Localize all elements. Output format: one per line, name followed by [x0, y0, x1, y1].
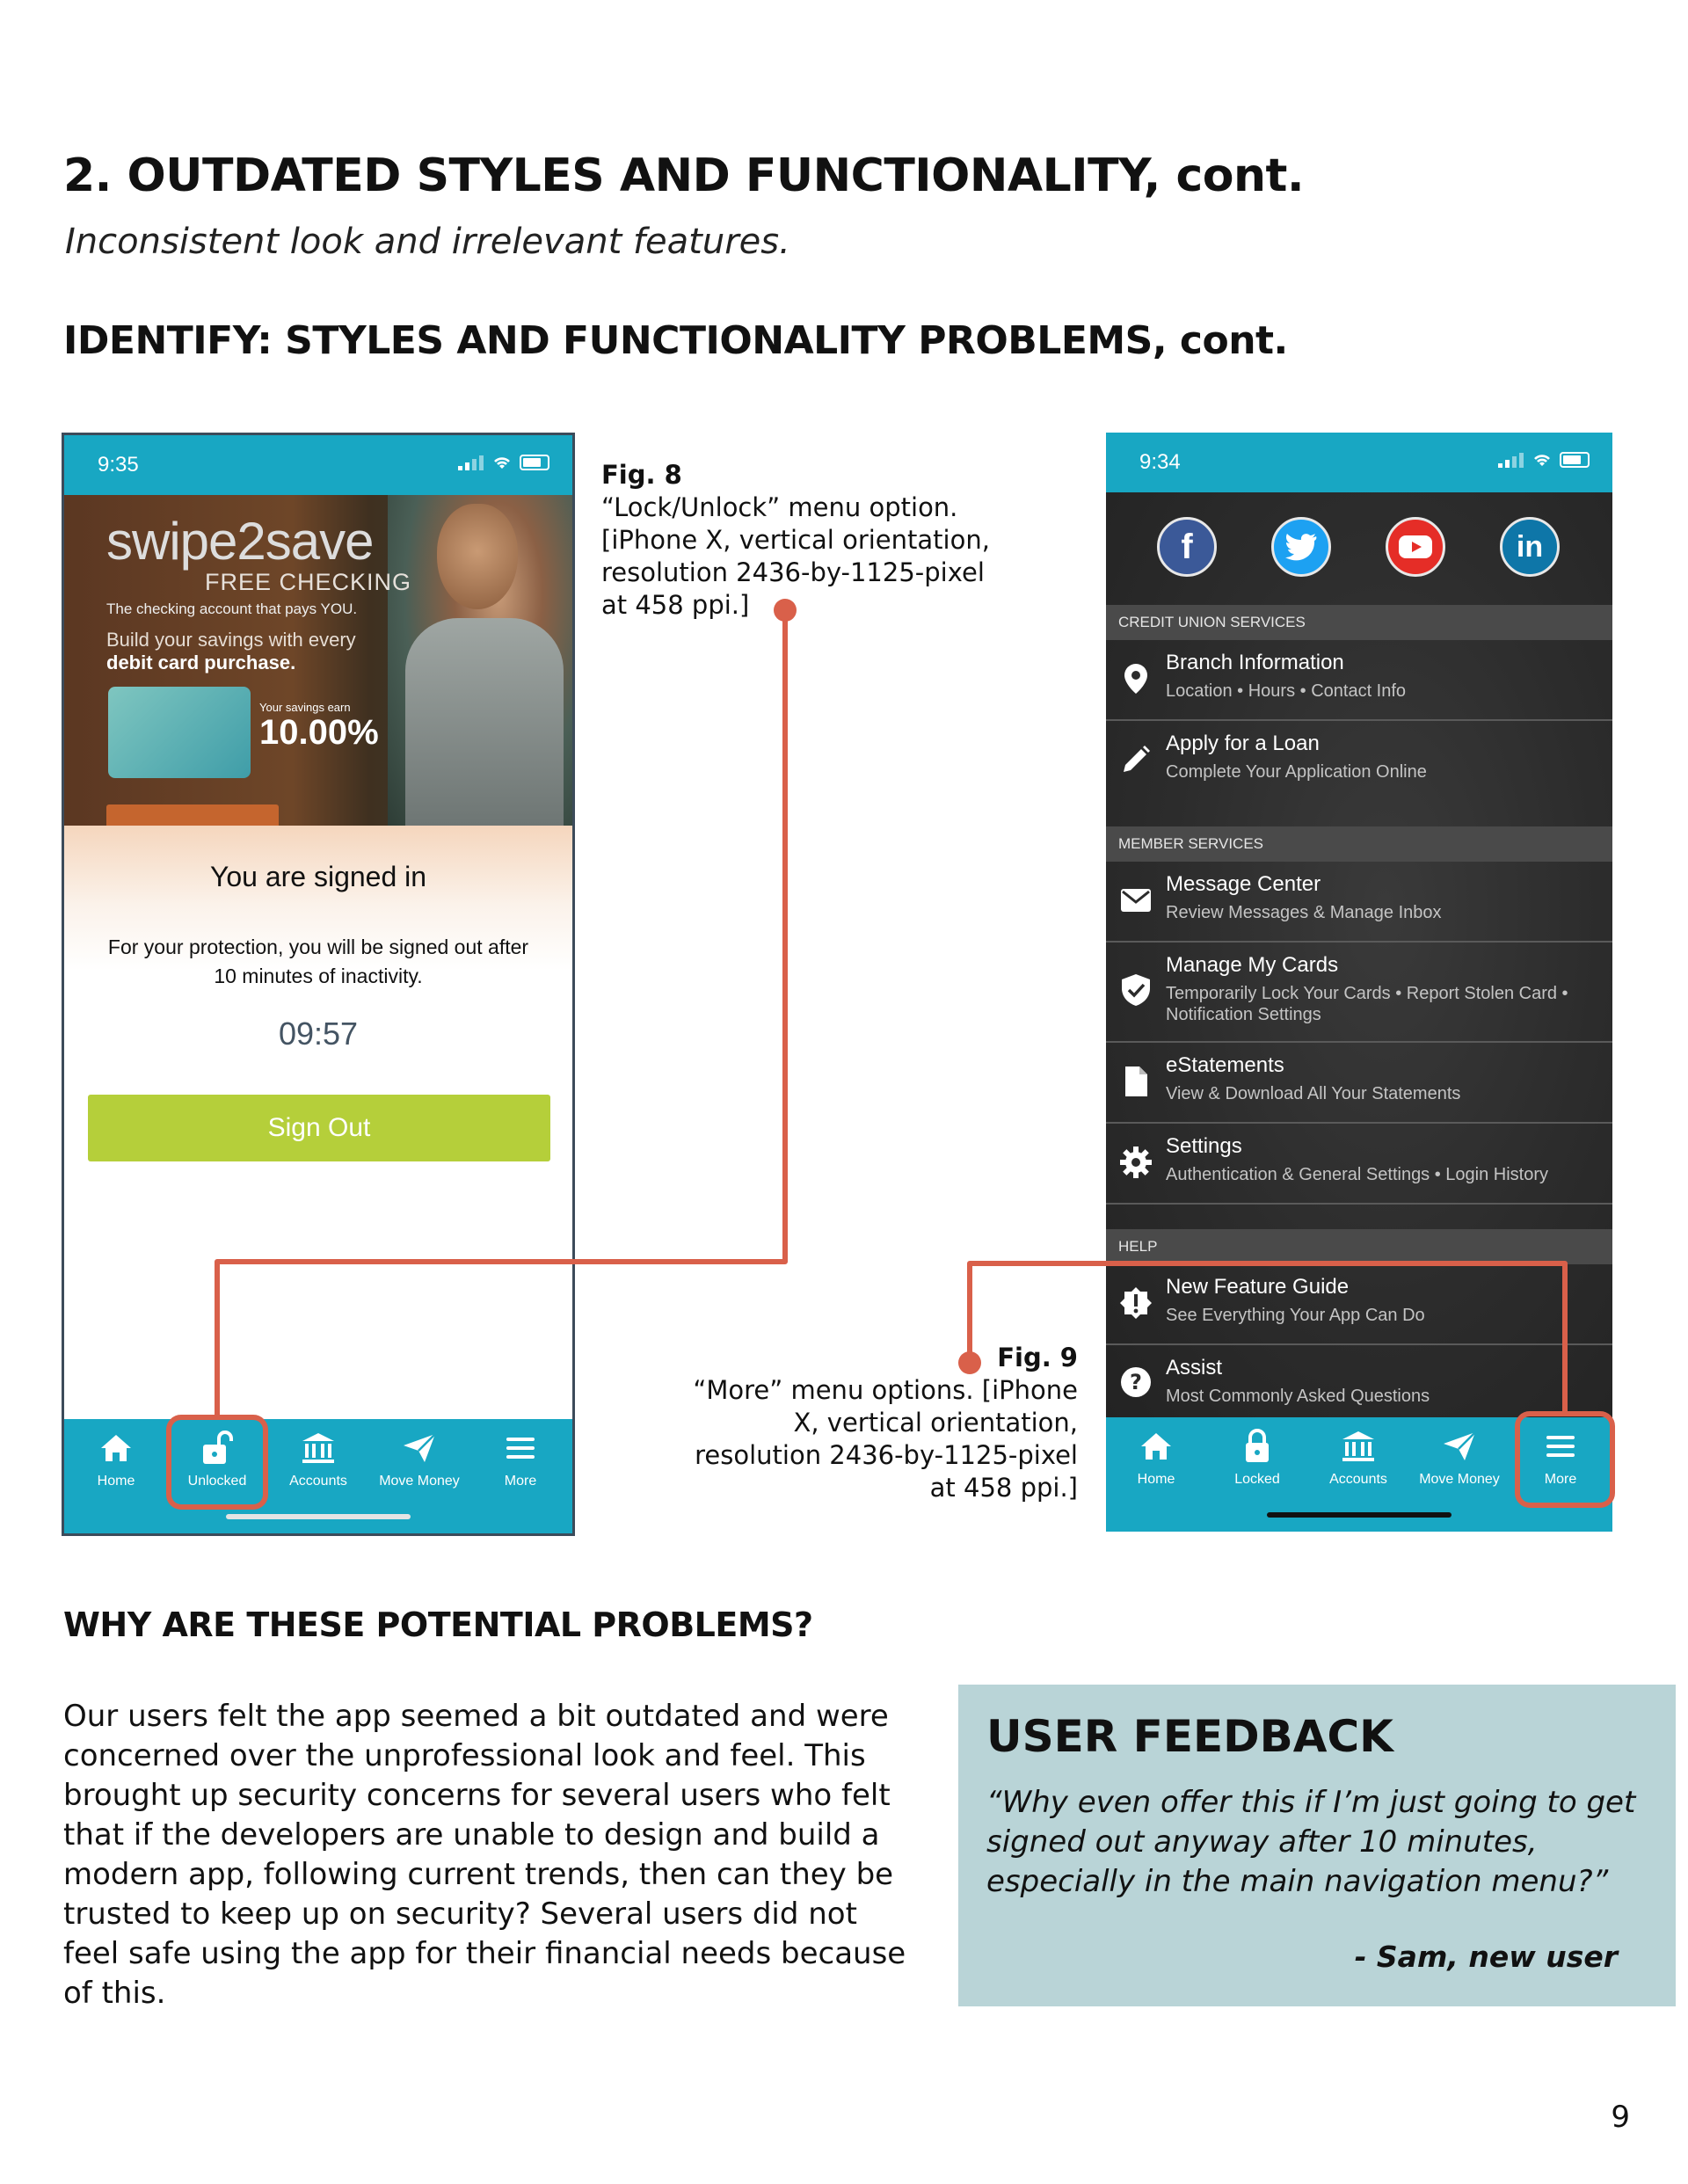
- promo-rate-label: Your savings earn: [259, 701, 351, 714]
- status-icons: [458, 455, 549, 470]
- send-plane-icon: [402, 1432, 437, 1464]
- promo-banner[interactable]: [64, 495, 572, 826]
- shield-check-icon: [1121, 973, 1151, 1007]
- tab-more[interactable]: [1512, 1426, 1609, 1488]
- menu-item-title: Settings: [1166, 1134, 1242, 1158]
- signed-in-title: You are signed in: [209, 861, 427, 892]
- map-pin-icon: [1124, 663, 1148, 695]
- tab-label: Accounts: [289, 1474, 347, 1489]
- status-bar: [64, 435, 572, 495]
- promo-photo: [388, 495, 572, 826]
- section-header-help: HELP: [1106, 1229, 1612, 1264]
- fig8-line: [iPhone X, vertical orientation,: [601, 525, 990, 555]
- section-heading: IDENTIFY: STYLES AND FUNCTIONALITY PROBLEMS, cont.: [63, 318, 1288, 363]
- fig9-line: “More” menu options. [iPhone: [693, 1375, 1078, 1405]
- fig9-line: X, vertical orientation,: [793, 1408, 1078, 1438]
- phone-screenshot-unlocked: [62, 433, 575, 1536]
- tab-move-money[interactable]: [1411, 1426, 1508, 1488]
- menu-item-new-feature-guide[interactable]: [1106, 1264, 1612, 1345]
- menu-item-estatements[interactable]: [1106, 1043, 1612, 1124]
- battery-icon: [520, 455, 549, 470]
- bank-icon: [1341, 1430, 1376, 1463]
- tab-locked[interactable]: [1209, 1426, 1306, 1488]
- social-links: [1106, 517, 1612, 587]
- feedback-heading: USER FEEDBACK: [986, 1711, 1393, 1762]
- menu-item-desc: Temporarily Lock Your Cards • Report Stolen Card • Notification Settings: [1166, 984, 1568, 1024]
- section-header-member: MEMBER SERVICES: [1106, 826, 1612, 862]
- page-title: 2. OUTDATED STYLES AND FUNCTIONALITY, cont.: [63, 149, 1305, 202]
- inactivity-timer: 09:57: [278, 1016, 359, 1052]
- tab-label: Locked: [1234, 1472, 1280, 1487]
- facebook-icon[interactable]: f: [1157, 517, 1217, 577]
- page-subtitle: Inconsistent look and irrelevant features.: [65, 222, 790, 262]
- page-number: 9: [1611, 2100, 1630, 2135]
- sign-out-button[interactable]: Sign Out: [88, 1095, 550, 1161]
- fig8-line: resolution 2436-by-1125-pixel: [601, 557, 985, 587]
- tab-label: Home: [97, 1474, 135, 1489]
- tab-label: More: [1544, 1472, 1577, 1487]
- home-indicator[interactable]: [1267, 1512, 1452, 1518]
- menu-item-title: Manage My Cards: [1166, 953, 1339, 977]
- menu-item-apply-loan[interactable]: [1106, 721, 1612, 800]
- menu-item-title: Assist: [1166, 1356, 1223, 1380]
- promo-product: FREE CHECKING: [205, 569, 412, 595]
- fig9-line: at 458 ppi.]: [929, 1473, 1078, 1503]
- fig9-caption: [686, 1342, 1078, 1504]
- signal-icon: [458, 455, 484, 470]
- menu-item-desc: View & Download All Your Statements: [1166, 1084, 1461, 1103]
- menu-item-desc: Most Commonly Asked Questions: [1166, 1387, 1430, 1406]
- menu-item-message-center[interactable]: [1106, 862, 1612, 943]
- home-icon: [1139, 1431, 1173, 1462]
- document-icon: [1124, 1066, 1148, 1097]
- signal-icon: [1498, 452, 1524, 468]
- locked-padlock-icon: [1244, 1429, 1270, 1464]
- youtube-icon[interactable]: [1386, 517, 1445, 577]
- fig9-line: resolution 2436-by-1125-pixel: [695, 1440, 1078, 1470]
- menu-item-desc: Location • Hours • Contact Info: [1166, 681, 1407, 701]
- menu-item-assist[interactable]: [1106, 1345, 1612, 1417]
- home-indicator[interactable]: [226, 1514, 411, 1519]
- phone-screenshot-more-menu: [1106, 433, 1612, 1532]
- status-bar: [1106, 433, 1612, 492]
- tab-bar: [64, 1419, 572, 1533]
- fig8-line: “Lock/Unlock” menu option.: [601, 492, 958, 522]
- linkedin-icon[interactable]: in: [1500, 517, 1560, 577]
- envelope-icon: [1120, 888, 1152, 913]
- status-time: 9:34: [1139, 450, 1181, 474]
- promo-brand: swipe2save: [106, 512, 374, 571]
- why-paragraph: Our users felt the app seemed a bit outdated and were concerned over the unprofessional look and feel. This brought up security concerns for several users who felt that if the developers are unable to design and build a modern app, following current trends, then can they be trusted to keep up on security? Several users did not feel safe using the app for their financial needs because of this.: [63, 1699, 906, 2011]
- menu-item-title: eStatements: [1166, 1053, 1284, 1077]
- tab-label: Move Money: [1419, 1472, 1500, 1487]
- status-time: 9:35: [98, 453, 139, 477]
- tab-label: Move Money: [379, 1474, 460, 1489]
- send-plane-icon: [1442, 1431, 1477, 1462]
- promo-rate: [259, 701, 379, 751]
- tab-move-money[interactable]: [371, 1428, 468, 1489]
- fig8-caption: [601, 459, 990, 622]
- status-icons: [1498, 452, 1590, 468]
- tab-unlocked[interactable]: [169, 1428, 266, 1489]
- menu-item-settings[interactable]: [1106, 1124, 1612, 1205]
- menu-item-manage-cards[interactable]: [1106, 943, 1612, 1043]
- menu-item-desc: Review Messages & Manage Inbox: [1166, 903, 1442, 922]
- pencil-icon: [1120, 744, 1152, 775]
- promo-build-line1: Build your savings with every: [106, 629, 356, 651]
- alert-badge-icon: [1119, 1286, 1153, 1320]
- menu-item-desc: Authentication & General Settings • Login History: [1166, 1165, 1549, 1184]
- menu-item-desc: Complete Your Application Online: [1166, 762, 1427, 782]
- promo-open-button[interactable]: [106, 804, 279, 826]
- protection-message: For your protection, you will be signed out after 10 minutes of inactivity.: [107, 935, 529, 987]
- menu-item-branch-information[interactable]: [1106, 640, 1612, 721]
- promo-build-line2: debit card purchase.: [106, 652, 296, 673]
- tab-more[interactable]: [472, 1428, 569, 1489]
- menu-item-title: Branch Information: [1166, 651, 1344, 674]
- tab-bar: [1106, 1417, 1612, 1532]
- fig9-label: Fig. 9: [997, 1343, 1078, 1372]
- promo-build-text: [106, 629, 356, 674]
- tab-label: Unlocked: [187, 1474, 247, 1489]
- unlocked-padlock-icon: [201, 1431, 233, 1466]
- wifi-icon: [1532, 452, 1553, 468]
- tab-accounts[interactable]: [270, 1428, 367, 1489]
- tab-label: Accounts: [1329, 1472, 1387, 1487]
- menu-item-title: Message Center: [1166, 872, 1321, 896]
- svg-text:?: ?: [1130, 1370, 1142, 1394]
- menu-icon: [505, 1435, 536, 1461]
- twitter-icon[interactable]: [1271, 517, 1331, 577]
- section-header-credit-union: CREDIT UNION SERVICES: [1106, 605, 1612, 640]
- gear-icon: [1119, 1146, 1153, 1179]
- wifi-icon: [491, 455, 513, 470]
- menu-icon: [1545, 1433, 1576, 1460]
- promo-tagline: The checking account that pays YOU.: [106, 601, 358, 617]
- debit-card-image: [108, 687, 251, 778]
- why-heading: WHY ARE THESE POTENTIAL PROBLEMS?: [63, 1605, 813, 1644]
- menu-item-desc: See Everything Your App Can Do: [1166, 1306, 1425, 1325]
- feedback-quote: “Why even offer this if I’m just going to get signed out anyway after 10 minutes, especially in the main navigation menu?”: [986, 1785, 1636, 1899]
- tab-home[interactable]: [1108, 1426, 1204, 1488]
- feedback-attribution: - Sam, new user: [1354, 1940, 1618, 1974]
- menu-item-title: Apply for a Loan: [1166, 732, 1320, 755]
- promo-rate-value: 10.00%: [259, 713, 379, 752]
- tab-accounts[interactable]: [1310, 1426, 1407, 1488]
- tab-label: Home: [1137, 1472, 1175, 1487]
- fig8-label: Fig. 8: [601, 460, 682, 490]
- question-circle-icon: [1120, 1366, 1152, 1398]
- fig8-line: at 458 ppi.]: [601, 590, 750, 620]
- tab-label: More: [504, 1474, 537, 1489]
- menu-item-title: New Feature Guide: [1166, 1275, 1350, 1299]
- tab-home[interactable]: [68, 1428, 164, 1489]
- bank-icon: [301, 1431, 336, 1465]
- battery-icon: [1560, 452, 1590, 468]
- home-icon: [99, 1432, 133, 1464]
- user-feedback-box: [958, 1685, 1676, 2006]
